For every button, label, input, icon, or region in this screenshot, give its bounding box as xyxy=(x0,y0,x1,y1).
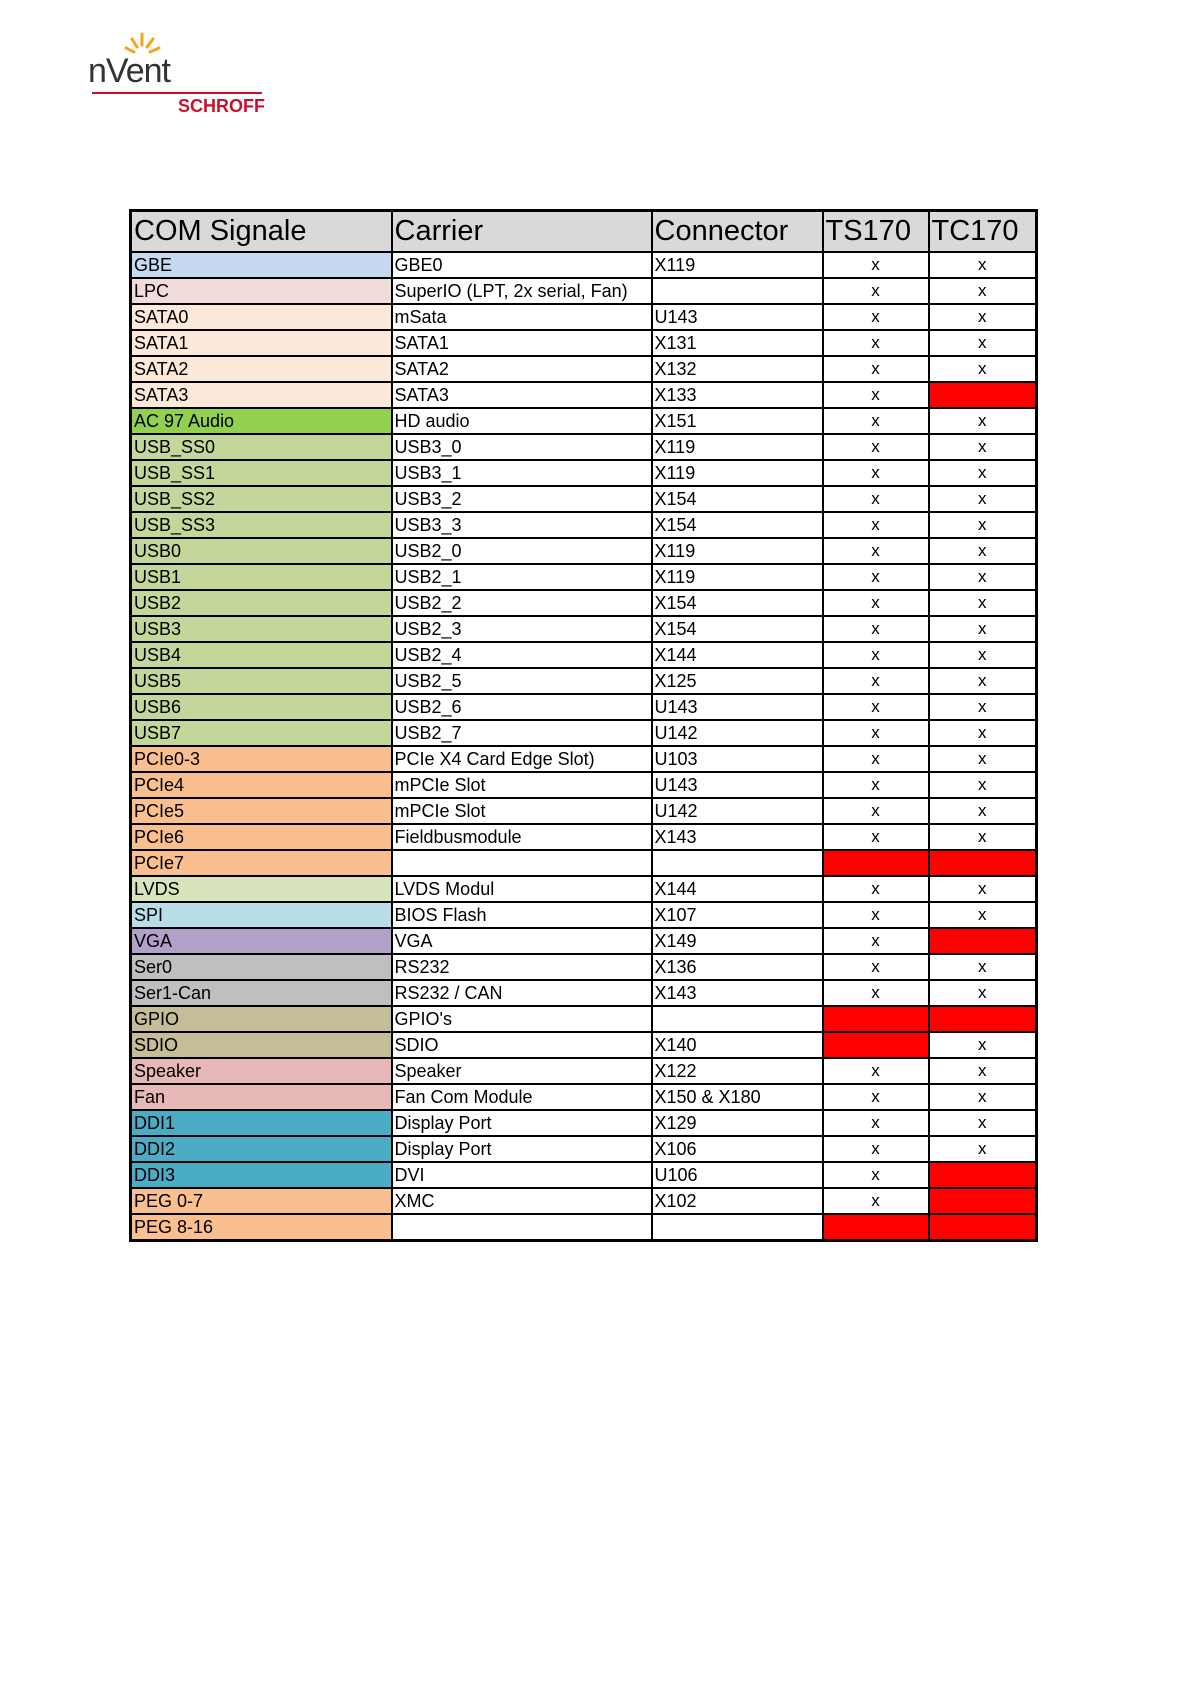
connector-cell: X140 xyxy=(652,1032,823,1058)
carrier-cell: SATA3 xyxy=(392,382,652,408)
table-row xyxy=(131,954,1037,980)
brand-logo xyxy=(88,28,268,118)
carrier-cell: USB3_0 xyxy=(392,434,652,460)
ts170-cell xyxy=(823,1214,929,1241)
carrier-cell: USB2_5 xyxy=(392,668,652,694)
connector-cell: X133 xyxy=(652,382,823,408)
tc170-cell: x xyxy=(929,720,1037,746)
carrier-cell: USB3_2 xyxy=(392,486,652,512)
carrier-cell: USB2_2 xyxy=(392,590,652,616)
tc170-cell xyxy=(929,382,1037,408)
ts170-cell: x xyxy=(823,824,929,850)
table-row xyxy=(131,798,1037,824)
carrier-cell: Fan Com Module xyxy=(392,1084,652,1110)
table-row xyxy=(131,902,1037,928)
carrier-cell: SDIO xyxy=(392,1032,652,1058)
signal-cell: USB_SS2 xyxy=(131,486,392,512)
connector-cell: X136 xyxy=(652,954,823,980)
table-row xyxy=(131,1110,1037,1136)
signal-cell: SDIO xyxy=(131,1032,392,1058)
carrier-cell: HD audio xyxy=(392,408,652,434)
table-row xyxy=(131,304,1037,330)
ts170-cell: x xyxy=(823,382,929,408)
logo-subbrand: SCHROFF xyxy=(178,96,265,116)
table-row xyxy=(131,876,1037,902)
table-row xyxy=(131,668,1037,694)
table-row xyxy=(131,1136,1037,1162)
connector-cell: X102 xyxy=(652,1188,823,1214)
tc170-cell: x xyxy=(929,460,1037,486)
ts170-cell: x xyxy=(823,564,929,590)
connector-cell: X119 xyxy=(652,564,823,590)
carrier-cell: GPIO's xyxy=(392,1006,652,1032)
tc170-cell: x xyxy=(929,876,1037,902)
table-row xyxy=(131,512,1037,538)
table-row xyxy=(131,720,1037,746)
connector-cell: X119 xyxy=(652,460,823,486)
tc170-cell: x xyxy=(929,798,1037,824)
connector-cell: U106 xyxy=(652,1162,823,1188)
tc170-cell: x xyxy=(929,564,1037,590)
ts170-cell: x xyxy=(823,642,929,668)
carrier-cell: USB3_3 xyxy=(392,512,652,538)
tc170-cell: x xyxy=(929,746,1037,772)
carrier-cell: USB2_4 xyxy=(392,642,652,668)
tc170-cell: x xyxy=(929,356,1037,382)
signal-cell: USB1 xyxy=(131,564,392,590)
connector-cell: X144 xyxy=(652,876,823,902)
carrier-cell: USB2_3 xyxy=(392,616,652,642)
header-carrier: Carrier xyxy=(392,211,652,253)
carrier-cell: VGA xyxy=(392,928,652,954)
ts170-cell: x xyxy=(823,1188,929,1214)
ts170-cell: x xyxy=(823,902,929,928)
tc170-cell xyxy=(929,928,1037,954)
tc170-cell xyxy=(929,1162,1037,1188)
signal-cell: PCIe7 xyxy=(131,850,392,876)
connector-cell: X119 xyxy=(652,252,823,278)
signal-cell: SATA0 xyxy=(131,304,392,330)
signal-cell: Speaker xyxy=(131,1058,392,1084)
signal-cell: PCIe6 xyxy=(131,824,392,850)
tc170-cell: x xyxy=(929,1084,1037,1110)
tc170-cell: x xyxy=(929,434,1037,460)
table-row xyxy=(131,928,1037,954)
signal-cell: USB_SS1 xyxy=(131,460,392,486)
carrier-cell: SATA1 xyxy=(392,330,652,356)
ts170-cell xyxy=(823,850,929,876)
ts170-cell: x xyxy=(823,486,929,512)
ts170-cell: x xyxy=(823,1084,929,1110)
ts170-cell: x xyxy=(823,694,929,720)
ts170-cell: x xyxy=(823,928,929,954)
table-row xyxy=(131,278,1037,304)
tc170-cell xyxy=(929,1006,1037,1032)
connector-cell: X107 xyxy=(652,902,823,928)
connector-cell: X150 & X180 xyxy=(652,1084,823,1110)
connector-cell: X154 xyxy=(652,590,823,616)
table-row xyxy=(131,538,1037,564)
connector-cell: X122 xyxy=(652,1058,823,1084)
connector-cell xyxy=(652,850,823,876)
carrier-cell: mSata xyxy=(392,304,652,330)
carrier-cell: USB2_6 xyxy=(392,694,652,720)
table-row xyxy=(131,642,1037,668)
signal-cell: AC 97 Audio xyxy=(131,408,392,434)
table-row xyxy=(131,434,1037,460)
connector-cell: X154 xyxy=(652,486,823,512)
connector-cell: X154 xyxy=(652,616,823,642)
connector-cell: X131 xyxy=(652,330,823,356)
logo-rule xyxy=(92,92,262,94)
ts170-cell: x xyxy=(823,720,929,746)
signal-cell: USB0 xyxy=(131,538,392,564)
signal-cell: GBE xyxy=(131,252,392,278)
header-ts170: TS170 xyxy=(823,211,929,253)
connector-cell: X154 xyxy=(652,512,823,538)
tc170-cell: x xyxy=(929,1058,1037,1084)
connector-cell: X149 xyxy=(652,928,823,954)
carrier-cell: Speaker xyxy=(392,1058,652,1084)
table-row xyxy=(131,1084,1037,1110)
signal-cell: PEG 0-7 xyxy=(131,1188,392,1214)
table-row xyxy=(131,590,1037,616)
connector-cell: X129 xyxy=(652,1110,823,1136)
signal-cell: SATA1 xyxy=(131,330,392,356)
table-row xyxy=(131,824,1037,850)
table-row xyxy=(131,1006,1037,1032)
tc170-cell: x xyxy=(929,1032,1037,1058)
carrier-cell: PCIe X4 Card Edge Slot) xyxy=(392,746,652,772)
signal-cell: Fan xyxy=(131,1084,392,1110)
ts170-cell: x xyxy=(823,512,929,538)
table-row xyxy=(131,460,1037,486)
tc170-cell: x xyxy=(929,538,1037,564)
tc170-cell: x xyxy=(929,304,1037,330)
table-row xyxy=(131,564,1037,590)
connector-cell xyxy=(652,1006,823,1032)
signal-cell: Ser1-Can xyxy=(131,980,392,1006)
connector-cell: U143 xyxy=(652,772,823,798)
ts170-cell xyxy=(823,1032,929,1058)
carrier-cell xyxy=(392,1214,652,1241)
table-header-row xyxy=(131,211,1037,253)
connector-cell: X132 xyxy=(652,356,823,382)
ts170-cell: x xyxy=(823,954,929,980)
connector-cell: X144 xyxy=(652,642,823,668)
connector-cell xyxy=(652,1214,823,1241)
tc170-cell: x xyxy=(929,590,1037,616)
signal-cell: DDI2 xyxy=(131,1136,392,1162)
signal-cell: USB6 xyxy=(131,694,392,720)
carrier-cell: USB2_7 xyxy=(392,720,652,746)
ts170-cell: x xyxy=(823,330,929,356)
signal-cell: USB4 xyxy=(131,642,392,668)
tc170-cell xyxy=(929,1214,1037,1241)
table-row xyxy=(131,980,1037,1006)
tc170-cell: x xyxy=(929,330,1037,356)
tc170-cell xyxy=(929,850,1037,876)
carrier-cell: XMC xyxy=(392,1188,652,1214)
logo-wordmark: nVent xyxy=(88,52,170,90)
carrier-cell: USB2_1 xyxy=(392,564,652,590)
connector-cell: X125 xyxy=(652,668,823,694)
signal-cell: DDI1 xyxy=(131,1110,392,1136)
signal-cell: LVDS xyxy=(131,876,392,902)
table-row xyxy=(131,1058,1037,1084)
carrier-cell: GBE0 xyxy=(392,252,652,278)
signal-table xyxy=(129,209,1038,1242)
tc170-cell: x xyxy=(929,512,1037,538)
carrier-cell xyxy=(392,850,652,876)
table-row xyxy=(131,1188,1037,1214)
carrier-cell: SATA2 xyxy=(392,356,652,382)
table-row xyxy=(131,772,1037,798)
ts170-cell: x xyxy=(823,304,929,330)
tc170-cell: x xyxy=(929,954,1037,980)
signal-cell: SPI xyxy=(131,902,392,928)
table-row xyxy=(131,616,1037,642)
ts170-cell: x xyxy=(823,252,929,278)
connector-cell: X106 xyxy=(652,1136,823,1162)
tc170-cell: x xyxy=(929,408,1037,434)
carrier-cell: BIOS Flash xyxy=(392,902,652,928)
connector-cell: X119 xyxy=(652,434,823,460)
signal-cell: SATA2 xyxy=(131,356,392,382)
ts170-cell: x xyxy=(823,356,929,382)
carrier-cell: LVDS Modul xyxy=(392,876,652,902)
carrier-cell: Fieldbusmodule xyxy=(392,824,652,850)
carrier-cell: RS232 xyxy=(392,954,652,980)
ts170-cell: x xyxy=(823,1162,929,1188)
header-connector: Connector xyxy=(652,211,823,253)
signal-cell: USB3 xyxy=(131,616,392,642)
signal-cell: USB_SS0 xyxy=(131,434,392,460)
ts170-cell xyxy=(823,1006,929,1032)
connector-cell: X143 xyxy=(652,980,823,1006)
connector-cell: U143 xyxy=(652,694,823,720)
signal-cell: GPIO xyxy=(131,1006,392,1032)
table-row xyxy=(131,694,1037,720)
carrier-cell: USB3_1 xyxy=(392,460,652,486)
table-row xyxy=(131,1032,1037,1058)
ts170-cell: x xyxy=(823,460,929,486)
connector-cell: U142 xyxy=(652,798,823,824)
tc170-cell: x xyxy=(929,668,1037,694)
table-row xyxy=(131,746,1037,772)
connector-cell xyxy=(652,278,823,304)
signal-cell: USB5 xyxy=(131,668,392,694)
ts170-cell: x xyxy=(823,772,929,798)
carrier-cell: Display Port xyxy=(392,1110,652,1136)
table-row xyxy=(131,356,1037,382)
signal-cell: PCIe5 xyxy=(131,798,392,824)
tc170-cell: x xyxy=(929,642,1037,668)
signal-cell: USB7 xyxy=(131,720,392,746)
tc170-cell: x xyxy=(929,824,1037,850)
table-row xyxy=(131,382,1037,408)
signal-cell: Ser0 xyxy=(131,954,392,980)
ts170-cell: x xyxy=(823,1110,929,1136)
signal-cell: LPC xyxy=(131,278,392,304)
tc170-cell: x xyxy=(929,252,1037,278)
signal-cell: DDI3 xyxy=(131,1162,392,1188)
connector-cell: X119 xyxy=(652,538,823,564)
carrier-cell: USB2_0 xyxy=(392,538,652,564)
table-row xyxy=(131,330,1037,356)
ts170-cell: x xyxy=(823,538,929,564)
table-row xyxy=(131,486,1037,512)
connector-cell: U143 xyxy=(652,304,823,330)
ts170-cell: x xyxy=(823,278,929,304)
table-row xyxy=(131,252,1037,278)
tc170-cell: x xyxy=(929,1136,1037,1162)
connector-cell: X151 xyxy=(652,408,823,434)
tc170-cell: x xyxy=(929,980,1037,1006)
table-row xyxy=(131,1162,1037,1188)
signal-cell: SATA3 xyxy=(131,382,392,408)
connector-cell: U103 xyxy=(652,746,823,772)
tc170-cell: x xyxy=(929,486,1037,512)
tc170-cell: x xyxy=(929,278,1037,304)
table-row xyxy=(131,408,1037,434)
ts170-cell: x xyxy=(823,1058,929,1084)
table-row xyxy=(131,1214,1037,1241)
connector-cell: U142 xyxy=(652,720,823,746)
tc170-cell: x xyxy=(929,1110,1037,1136)
carrier-cell: mPCIe Slot xyxy=(392,798,652,824)
table-row xyxy=(131,850,1037,876)
carrier-cell: mPCIe Slot xyxy=(392,772,652,798)
ts170-cell: x xyxy=(823,1136,929,1162)
ts170-cell: x xyxy=(823,616,929,642)
carrier-cell: RS232 / CAN xyxy=(392,980,652,1006)
signal-cell: PEG 8-16 xyxy=(131,1214,392,1241)
carrier-cell: SuperIO (LPT, 2x serial, Fan) xyxy=(392,278,652,304)
header-com-signale: COM Signale xyxy=(131,211,392,253)
signal-cell: VGA xyxy=(131,928,392,954)
ts170-cell: x xyxy=(823,668,929,694)
tc170-cell xyxy=(929,1188,1037,1214)
ts170-cell: x xyxy=(823,590,929,616)
ts170-cell: x xyxy=(823,408,929,434)
tc170-cell: x xyxy=(929,616,1037,642)
tc170-cell: x xyxy=(929,772,1037,798)
carrier-cell: DVI xyxy=(392,1162,652,1188)
tc170-cell: x xyxy=(929,902,1037,928)
signal-cell: USB_SS3 xyxy=(131,512,392,538)
ts170-cell: x xyxy=(823,746,929,772)
connector-cell: X143 xyxy=(652,824,823,850)
header-tc170: TC170 xyxy=(929,211,1037,253)
carrier-cell: Display Port xyxy=(392,1136,652,1162)
ts170-cell: x xyxy=(823,798,929,824)
ts170-cell: x xyxy=(823,980,929,1006)
signal-cell: PCIe0-3 xyxy=(131,746,392,772)
tc170-cell: x xyxy=(929,694,1037,720)
signal-cell: USB2 xyxy=(131,590,392,616)
ts170-cell: x xyxy=(823,434,929,460)
signal-cell: PCIe4 xyxy=(131,772,392,798)
ts170-cell: x xyxy=(823,876,929,902)
